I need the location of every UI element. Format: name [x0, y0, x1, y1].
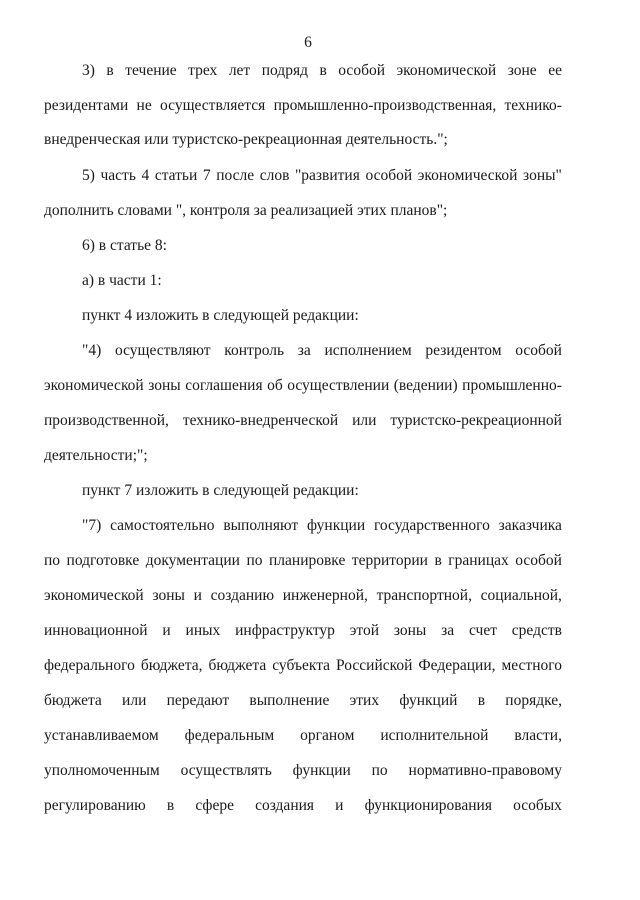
word: экономической: [417, 167, 518, 184]
text-line: [44, 657, 562, 675]
word: 5): [82, 167, 95, 184]
word: документации: [145, 552, 240, 569]
word: территории: [351, 552, 428, 569]
word: осуществляется: [160, 97, 266, 114]
word: счет: [468, 622, 497, 639]
text-line: пункт 7 изложить в следующей редакции:: [82, 482, 359, 499]
word: экономической: [396, 62, 497, 79]
word: нормативно-правовому: [408, 762, 562, 779]
word: органом: [300, 727, 355, 744]
word: "7): [82, 517, 102, 534]
word: лет: [228, 62, 251, 79]
word: ее: [548, 62, 562, 79]
word: по: [371, 762, 388, 779]
word: экономической: [44, 587, 144, 604]
word: самостоятельно: [110, 517, 215, 534]
word: особой: [365, 167, 413, 184]
word: часть: [100, 167, 136, 184]
word: порядке,: [505, 692, 562, 709]
word: этих: [349, 692, 380, 709]
word: планировке: [268, 552, 346, 569]
word: федерального: [44, 657, 135, 674]
word: 4: [141, 167, 150, 184]
word: зоны: [148, 377, 181, 394]
word: (ведении): [393, 377, 458, 394]
word: зоны: [152, 587, 185, 604]
word: и: [335, 797, 344, 814]
word: исполнительной: [380, 727, 489, 744]
text-line: [44, 377, 562, 395]
word: зоне: [507, 62, 537, 79]
word: особой: [515, 342, 562, 359]
word: осуществлении: [287, 377, 390, 394]
word: по: [246, 552, 263, 569]
word: выполняют: [223, 517, 299, 534]
word: уполномоченным: [44, 762, 160, 779]
word: в: [319, 62, 327, 79]
word: зоны: [393, 622, 427, 639]
word: в: [434, 552, 442, 569]
word: в: [477, 692, 486, 709]
text-line: [82, 517, 562, 535]
word: власти,: [514, 727, 562, 744]
word: созданию: [210, 587, 275, 604]
word: бюджета: [44, 692, 102, 709]
word: туристско-рекреационной: [390, 412, 562, 429]
word: функции: [292, 762, 351, 779]
word: средств: [511, 622, 562, 639]
text-line: [44, 412, 562, 430]
word: Федерации,: [418, 657, 496, 674]
word: особой: [515, 552, 562, 569]
word: заказчика: [498, 517, 562, 534]
word: технико-: [504, 97, 562, 114]
word: передают: [166, 692, 230, 709]
word: местного: [501, 657, 562, 674]
word: и: [193, 587, 202, 604]
text-line: [44, 622, 562, 640]
word: резидентом: [425, 342, 502, 359]
word: соглашения: [185, 377, 263, 394]
word: за: [441, 622, 455, 639]
text-line: [44, 97, 562, 115]
word: резидентами: [44, 97, 129, 114]
word: федеральным: [184, 727, 275, 744]
text-line: [82, 167, 562, 185]
word: социальной,: [480, 587, 562, 604]
word: сфере: [195, 797, 234, 814]
word: "развития: [294, 167, 360, 184]
word: подряд: [261, 62, 308, 79]
word: инфраструктур: [235, 622, 335, 639]
word: течение: [125, 62, 177, 79]
word: после: [216, 167, 255, 184]
word: особой: [338, 62, 385, 79]
word: функции: [307, 517, 366, 534]
word: функционирования: [364, 797, 492, 814]
page-number: 6: [304, 34, 312, 51]
text-line: [44, 762, 562, 780]
word: бюджета: [208, 657, 267, 674]
word: инновационной: [44, 622, 148, 639]
text-line: [44, 692, 562, 710]
word: подготовке: [66, 552, 140, 569]
word: функций: [399, 692, 458, 709]
word: 3): [82, 62, 95, 79]
word: по: [44, 552, 61, 569]
word: осуществлять: [180, 762, 272, 779]
word: осуществляют: [114, 342, 211, 359]
word: создания: [255, 797, 315, 814]
word: особых: [513, 797, 562, 814]
word: исполнением: [324, 342, 412, 359]
word: производственной,: [44, 412, 169, 429]
text-line: дополнить словами ", контроля за реализацией этих планов";: [44, 202, 448, 219]
text-line: [44, 587, 562, 605]
word: промышленно-производственная,: [273, 97, 497, 114]
word: Российской: [336, 657, 413, 674]
word: не: [136, 97, 152, 114]
word: "4): [82, 342, 102, 359]
text-line: [44, 797, 562, 815]
word: инженерной,: [282, 587, 368, 604]
word: технико-внедренческой: [182, 412, 339, 429]
text-line: деятельности;";: [44, 447, 148, 464]
word: промышленно-: [462, 377, 562, 394]
word: этой: [349, 622, 379, 639]
word: в: [166, 797, 175, 814]
word: субъекта: [272, 657, 331, 674]
word: устанавливаемом: [44, 727, 159, 744]
word: в: [106, 62, 114, 79]
word: зоны": [523, 167, 562, 184]
text-line: а) в части 1:: [82, 272, 162, 289]
text-line: 6) в статье 8:: [82, 237, 167, 254]
text-line: [44, 727, 562, 745]
word: статьи: [154, 167, 198, 184]
word: и: [162, 622, 171, 639]
word: трех: [188, 62, 218, 79]
word: выполнение: [249, 692, 330, 709]
word: 7: [202, 167, 211, 184]
word: иных: [185, 622, 221, 639]
word: слов: [259, 167, 290, 184]
word: бюджета,: [140, 657, 203, 674]
word: или: [352, 412, 377, 429]
text-line: [44, 552, 562, 570]
word: контроль: [224, 342, 285, 359]
word: за: [297, 342, 311, 359]
text-line: пункт 4 изложить в следующей редакции:: [82, 307, 359, 324]
word: государственного: [373, 517, 490, 534]
text-line: внедренческая или туристско-рекреационная деятельность.";: [44, 131, 448, 148]
word: об: [267, 377, 283, 394]
word: или: [122, 692, 147, 709]
word: экономической: [44, 377, 144, 394]
word: регулированию: [44, 797, 146, 814]
word: границах: [448, 552, 509, 569]
text-line: [82, 62, 562, 80]
word: транспортной,: [376, 587, 472, 604]
text-line: [82, 342, 562, 360]
